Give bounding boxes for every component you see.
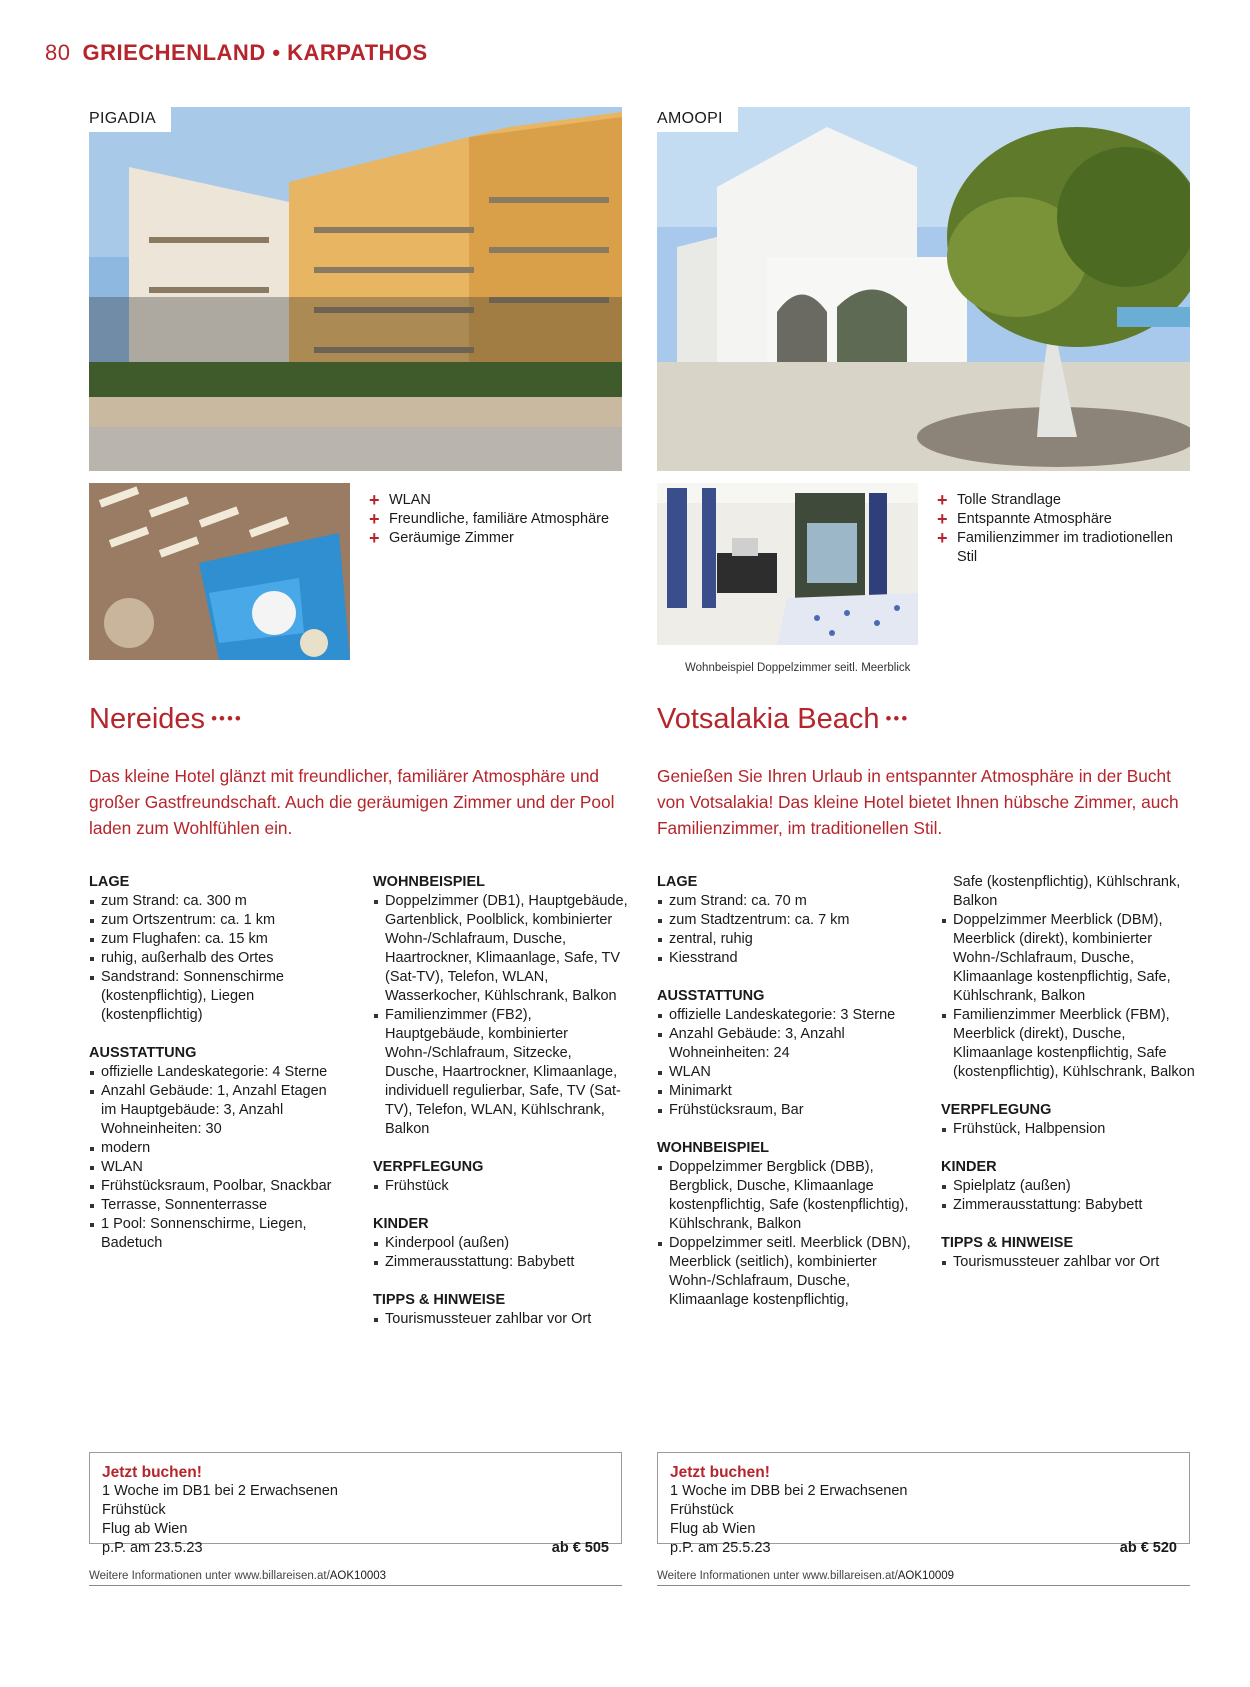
list-item: Spielplatz (außen) xyxy=(941,1177,1196,1196)
more-info-line[interactable]: Weitere Informationen unter www.billareisen.at/AOK10009 xyxy=(657,1570,1190,1586)
list-item: Doppelzimmer Bergblick (DBB), Bergblick, Dusche, Klimaanlage kostenpflichtig, Safe (kostenpflichtig), Kühlschrank, Balkon xyxy=(657,1158,912,1234)
hotel-nereides xyxy=(89,107,628,1393)
list-item: zentral, ruhig xyxy=(657,930,912,949)
list-item: Minimarkt xyxy=(657,1082,912,1101)
bullet-list xyxy=(657,892,912,968)
page-title: GRIECHENLAND • KARPATHOS xyxy=(82,40,428,65)
list-item: Doppelzimmer (DB1), Hauptgebäude, Gartenblick, Poolblick, kombinierter Wohn-/Schlafraum, Dusche, Haartrockner, Klimaanlage, Safe, TV (Sat-TV), Telefon, WLAN, Wasserkocher, Kühlschrank, Balkon xyxy=(373,892,628,1006)
bullet-list xyxy=(373,1234,628,1272)
plus-icon: + xyxy=(369,509,380,529)
list-item: Tourismussteuer zahlbar vor Ort xyxy=(373,1310,628,1329)
star-rating: •••• xyxy=(211,709,243,728)
page-number: 80 xyxy=(45,40,71,65)
booking-line: p.P. am 23.5.23 xyxy=(102,1540,203,1556)
booking-line: 1 Woche im DBB bei 2 Erwachsenen xyxy=(670,1483,908,1499)
list-item: Anzahl Gebäude: 1, Anzahl Etagen im Hauptgebäude: 3, Anzahl Wohneinheiten: 30 xyxy=(89,1082,344,1139)
feature-item: + Geräumige Zimmer xyxy=(369,528,514,548)
plus-icon: + xyxy=(369,490,380,510)
hotel-votsalakia-beach xyxy=(657,107,1195,1393)
section-heading: WOHNBEISPIEL xyxy=(373,874,485,890)
bullet-list xyxy=(657,1006,912,1120)
bullet-list xyxy=(941,1253,1196,1272)
feature-item: + Tolle Strandlage xyxy=(937,490,1061,510)
list-item: 1 Pool: Sonnenschirme, Liegen, Badetuch xyxy=(89,1215,344,1253)
plus-icon: + xyxy=(369,528,380,548)
price: ab € 505 xyxy=(551,1540,609,1556)
price: ab € 520 xyxy=(1119,1540,1177,1556)
hotel-main-photo xyxy=(657,107,1190,471)
bullet-list xyxy=(657,1158,912,1310)
booking-code: AOK10009 xyxy=(897,1570,955,1582)
section-heading: TIPPS & HINWEISE xyxy=(941,1235,1074,1251)
page-header xyxy=(45,40,428,66)
list-item: Familienzimmer (FB2), Hauptgebäude, kombinierter Wohn-/Schlafraum, Sitzecke, Dusche, Haartrockner, Klimaanlage, individuell regulierbar, Safe, TV (Sat-TV), Telefon, WLAN, Kühlschrank, Balkon xyxy=(373,1006,628,1139)
list-item: WLAN xyxy=(89,1158,344,1177)
star-rating: ••• xyxy=(885,709,910,728)
feature-list xyxy=(369,491,619,548)
list-item: Doppelzimmer seitl. Meerblick (DBN), Meerblick (seitlich), kombinierter Wohn-/Schlafraum, Dusche, Klimaanlage kostenpflichtig, xyxy=(657,1234,912,1310)
booking-box[interactable] xyxy=(657,1452,1190,1556)
booking-box[interactable] xyxy=(89,1452,622,1556)
section-heading: VERPFLEGUNG xyxy=(373,1159,484,1175)
booking-line: Flug ab Wien xyxy=(670,1521,756,1537)
list-item: zum Flughafen: ca. 15 km xyxy=(89,930,344,949)
feature-item: + Entspannte Atmosphäre xyxy=(937,509,1112,529)
book-now-label[interactable]: Jetzt buchen! xyxy=(670,1464,770,1481)
book-now-label[interactable]: Jetzt buchen! xyxy=(102,1464,202,1481)
pool-aerial-photo xyxy=(89,483,350,660)
room-photo xyxy=(657,483,918,660)
section-heading: KINDER xyxy=(941,1159,997,1175)
more-info-line[interactable]: Weitere Informationen unter www.billareisen.at/AOK10003 xyxy=(89,1570,622,1586)
section-heading: LAGE xyxy=(657,874,698,890)
list-item: Familienzimmer Meerblick (FBM), Meerblick (direkt), Dusche, Klimaanlage kostenpflichtig, Safe (kostenpflichtig), Kühlschrank, Balkon xyxy=(941,1006,1196,1082)
hotel-name: Nereides •••• xyxy=(89,703,243,735)
feature-item: + Familienzimmer im tradiotionellen Stil xyxy=(937,528,1173,565)
section-heading: AUSSTATTUNG xyxy=(657,988,765,1004)
list-item: Frühstück xyxy=(373,1177,628,1196)
photo-caption: Wohnbeispiel Doppelzimmer seitl. Meerblick xyxy=(685,662,911,674)
facts-column xyxy=(89,873,344,1253)
location-label: AMOOPI xyxy=(657,107,738,132)
list-item: Frühstücksraum, Bar xyxy=(657,1101,912,1120)
list-item: Kiesstrand xyxy=(657,949,912,968)
facts-column xyxy=(941,873,1196,1272)
section-heading: VERPFLEGUNG xyxy=(941,1102,1052,1118)
bullet-list xyxy=(373,1310,628,1329)
section-heading: TIPPS & HINWEISE xyxy=(373,1292,506,1308)
list-item: Zimmerausstattung: Babybett xyxy=(941,1196,1196,1215)
booking-line: p.P. am 25.5.23 xyxy=(670,1540,771,1556)
booking-line: Frühstück xyxy=(102,1502,166,1518)
bullet-list xyxy=(373,1177,628,1196)
section-heading: AUSSTATTUNG xyxy=(89,1045,197,1061)
list-item: Kinderpool (außen) xyxy=(373,1234,628,1253)
hotel-name: Votsalakia Beach ••• xyxy=(657,703,910,735)
bullet-list xyxy=(373,892,628,1139)
list-item: WLAN xyxy=(657,1063,912,1082)
section-heading: KINDER xyxy=(373,1216,429,1232)
list-item: zum Strand: ca. 300 m xyxy=(89,892,344,911)
list-item: zum Strand: ca. 70 m xyxy=(657,892,912,911)
hotel-building-photo xyxy=(657,107,1190,471)
feature-list xyxy=(937,491,1187,567)
list-item: zum Ortszentrum: ca. 1 km xyxy=(89,911,344,930)
hotel-intro: Genießen Sie Ihren Urlaub in entspannter Atmosphäre in der Bucht von Votsalakia! Das kleine Hotel bietet Ihnen hübsche Zimmer, auch Familienzimmer, im traditionellen Stil. xyxy=(657,766,1179,838)
list-item: modern xyxy=(89,1139,344,1158)
hotel-building-photo xyxy=(89,107,622,471)
facts-column xyxy=(657,873,912,1310)
plus-icon: + xyxy=(937,490,948,510)
list-item: zum Stadtzentrum: ca. 7 km xyxy=(657,911,912,930)
booking-line: 1 Woche im DB1 bei 2 Erwachsenen xyxy=(102,1483,338,1499)
booking-code: AOK10003 xyxy=(329,1570,387,1582)
list-item: Tourismussteuer zahlbar vor Ort xyxy=(941,1253,1196,1272)
section-heading: WOHNBEISPIEL xyxy=(657,1140,769,1156)
bullet-list xyxy=(941,1120,1196,1139)
booking-line: Flug ab Wien xyxy=(102,1521,188,1537)
hotel-main-photo xyxy=(89,107,622,471)
pool-photo xyxy=(89,483,350,660)
list-item: Terrasse, Sonnenterrasse xyxy=(89,1196,344,1215)
bullet-list xyxy=(89,892,344,1025)
list-item: Frühstück, Halbpension xyxy=(941,1120,1196,1139)
location-label: PIGADIA xyxy=(89,107,171,132)
bullet-list xyxy=(941,1177,1196,1215)
plus-icon: + xyxy=(937,528,948,548)
feature-item: + WLAN xyxy=(369,490,431,510)
facts-column xyxy=(373,873,628,1329)
list-item: offizielle Landeskategorie: 4 Sterne xyxy=(89,1063,344,1082)
section-heading: LAGE xyxy=(89,874,130,890)
list-item: Zimmerausstattung: Babybett xyxy=(373,1253,628,1272)
hotel-intro: Das kleine Hotel glänzt mit freundlicher, familiärer Atmosphäre und großer Gastfreundschaft. Auch die geräumigen Zimmer und der Pool laden zum Wohlfühlen ein. xyxy=(89,766,615,838)
plus-icon: + xyxy=(937,509,948,529)
list-item: Sandstrand: Sonnenschirme (kostenpflichtig), Liegen (kostenpflichtig) xyxy=(89,968,344,1025)
list-item-continuation: Safe (kostenpflichtig), Kühlschrank, Balkon xyxy=(953,874,1181,909)
feature-item: + Freundliche, familiäre Atmosphäre xyxy=(369,509,610,529)
bullet-list xyxy=(941,911,1196,1082)
list-item: Doppelzimmer Meerblick (DBM), Meerblick (direkt), kombinierter Wohn-/Schlafraum, Dusche, Klimaanlage kostenpflichtig, Safe, Kühlschrank, Balkon xyxy=(941,911,1196,1006)
room-interior-photo xyxy=(657,483,918,645)
list-item: Anzahl Gebäude: 3, Anzahl Wohneinheiten: 24 xyxy=(657,1025,912,1063)
bullet-list xyxy=(89,1063,344,1253)
booking-line: Frühstück xyxy=(670,1502,734,1518)
list-item: ruhig, außerhalb des Ortes xyxy=(89,949,344,968)
list-item: Frühstücksraum, Poolbar, Snackbar xyxy=(89,1177,344,1196)
list-item: offizielle Landeskategorie: 3 Sterne xyxy=(657,1006,912,1025)
